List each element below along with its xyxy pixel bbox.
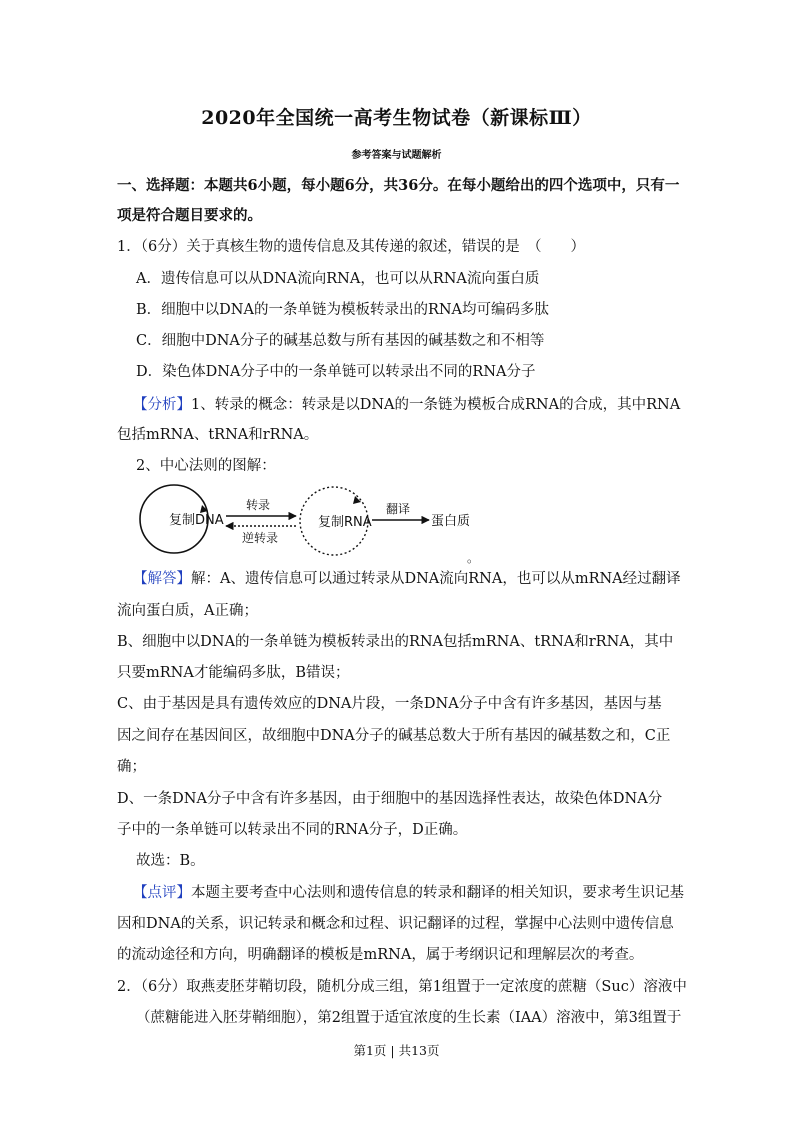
section-heading-line-2: 项是符合题目要求的。 — [117, 207, 262, 224]
question-1-option-d: D．染色体DNA分子中的一条单链可以转录出不同的RNA分子 — [136, 364, 536, 380]
answer-tag: 【解答】 — [133, 571, 191, 587]
section-heading-line-1: 一、选择题：本题共6小题，每小题6分，共36分。在每小题给出的四个选项中，只有一 — [117, 177, 680, 194]
question-1-option-b: B．细胞中以DNA的一条单链为模板转录出的RNA均可编码多肽 — [136, 302, 550, 318]
analysis-line-2: 包括mRNA、tRNA和rRNA。 — [117, 427, 319, 443]
analysis-line-3: 2、中心法则的图解： — [136, 458, 276, 474]
answer-line-4: 只要mRNA才能编码多肽，B错误； — [117, 665, 350, 681]
answer-line-2: 流向蛋白质，A正确； — [117, 603, 258, 619]
translation-label: 翻译 — [386, 502, 411, 516]
protein-label: 蛋白质 — [431, 514, 471, 529]
page-title: 2020年全国统一高考生物试卷（新课标Ⅲ） — [201, 107, 592, 129]
analysis-tag: 【分析】 — [133, 397, 191, 413]
comment-line-1 — [133, 883, 684, 903]
dna-label: 复制DNA — [169, 513, 224, 528]
answer-line-7: 确； — [117, 759, 146, 775]
question-1-option-c: C．细胞中DNA分子的碱基总数与所有基因的碱基数之和不相等 — [136, 333, 545, 349]
analysis-line-1 — [133, 395, 680, 415]
answer-line-1 — [133, 569, 681, 589]
answer-line-9: 子中的一条单链可以转录出不同的RNA分子，D正确。 — [117, 822, 468, 838]
rna-label: 复制RNA — [318, 515, 372, 530]
page-subtitle: 参考答案与试题解析 — [351, 150, 442, 161]
comment-line-2: 因和DNA的关系，识记转录和概念和过程、识记翻译的过程，掌握中心法则中遗传信息 — [117, 916, 674, 932]
rna-loop-arrowhead — [353, 496, 361, 504]
diagram-period: 。 — [467, 551, 480, 565]
answer-line-5: C、由于基因是具有遗传效应的DNA片段，一条DNA分子中含有许多基因，基因与基 — [117, 696, 662, 712]
answer-line-6: 因之间存在基因间区，故细胞中DNA分子的碱基总数大于所有基因的碱基数之和，C正 — [117, 728, 671, 744]
question-2-stem-1: 2．（6分）取燕麦胚芽鞘切段，随机分成三组，第1组置于一定浓度的蔗糖（Suc）溶液中 — [117, 979, 687, 995]
page-footer: 第1页 | 共13页 — [353, 1043, 440, 1058]
comment-tag: 【点评】 — [133, 885, 191, 901]
answer-line-3: B、细胞中以DNA的一条单链为模板转录出的RNA包括mRNA、tRNA和rRNA，其中 — [117, 634, 674, 650]
answer-text-1: 解：A、遗传信息可以通过转录从DNA流向RNA，也可以从mRNA经过翻译 — [191, 571, 681, 587]
reverse-transcription-label: 逆转录 — [242, 531, 279, 545]
question-1-stem: 1．（6分）关于真核生物的遗传信息及其传递的叙述，错误的是 （ ） — [117, 239, 585, 255]
comment-line-3: 的流动途径和方向，明确翻译的模板是mRNA，属于考纲识记和理解层次的考查。 — [117, 947, 644, 963]
answer-line-8: D、一条DNA分子中含有许多基因，由于细胞中的基因选择性表达，故染色体DNA分 — [117, 791, 663, 807]
comment-text-1: 本题主要考查中心法则和遗传信息的转录和翻译的相关知识，要求考生识记基 — [191, 885, 684, 901]
analysis-text-1: 1、转录的概念：转录是以DNA的一条链为模板合成RNA的合成，其中RNA — [191, 397, 681, 413]
question-2-stem-2: （蔗糖能进入胚芽鞘细胞），第2组置于适宜浓度的生长素（IAA）溶液中，第3组置于 — [136, 1010, 682, 1026]
answer-choice: 故选：B。 — [136, 853, 205, 869]
transcription-label: 转录 — [246, 498, 271, 512]
question-1-option-a: A．遗传信息可以从DNA流向RNA，也可以从RNA流向蛋白质 — [136, 271, 540, 287]
central-dogma-diagram — [136, 478, 486, 568]
